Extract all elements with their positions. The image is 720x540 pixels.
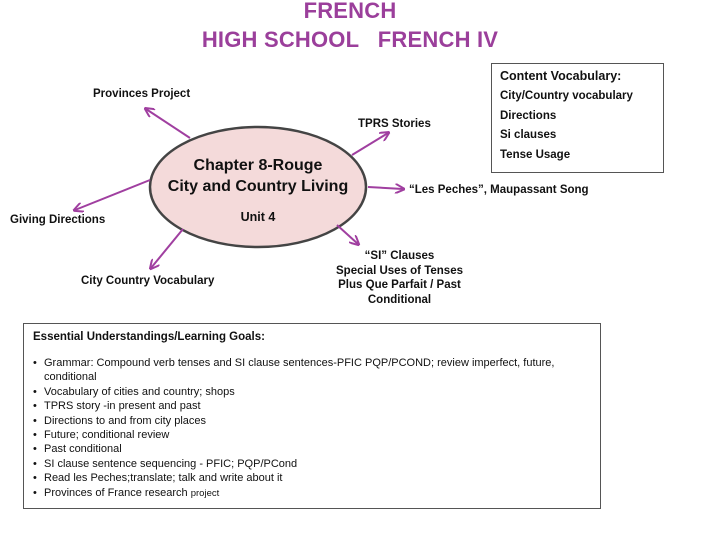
content-vocabulary-box: [491, 63, 664, 173]
learning-goals-heading: Essential Understandings/Learning Goals:: [33, 331, 265, 343]
goal-text: Future; conditional review: [44, 429, 170, 442]
label-les-peches: “Les Peches”, Maupassant Song: [409, 184, 589, 196]
label-city-country-vocabulary: City Country Vocabulary: [81, 275, 215, 287]
label-tprs-stories: TPRS Stories: [358, 118, 431, 130]
arrow-giving-directions: [75, 180, 150, 210]
bullet-glyph: •: [33, 472, 37, 485]
bullet-glyph: •: [33, 443, 37, 456]
learning-goals-box: [23, 323, 601, 509]
goal-item: [33, 356, 591, 385]
hub-unit-label: Unit 4: [240, 210, 276, 224]
vocab-item: City/Country vocabulary: [500, 90, 633, 102]
goal-item: [33, 428, 591, 442]
title-line-2: HIGH SCHOOL FRENCH IV: [201, 27, 499, 52]
hub-chapter-title: Chapter 8-Rouge: [193, 157, 323, 174]
label-si-clauses: [328, 249, 471, 307]
content-vocabulary-heading: Content Vocabulary:: [500, 69, 622, 83]
bullet-glyph: •: [33, 357, 37, 369]
si-clauses-line-4: Conditional: [367, 293, 432, 306]
goal-text: Read les Peches;translate; talk and write about it: [44, 472, 283, 485]
vocab-item: Si clauses: [500, 129, 557, 141]
vocab-item: Tense Usage: [500, 148, 571, 161]
si-clauses-line-2: Special Uses of Tenses: [336, 264, 463, 277]
goal-item: [33, 486, 591, 501]
bullet-glyph: •: [33, 414, 37, 427]
goal-text: Grammar: Compound verb tenses and SI clause sentences-PFIC PQP/PCOND; review imperfect, future, conditional: [44, 357, 555, 384]
goal-text: Directions to and from city places: [44, 414, 207, 427]
hub-subtitle: City and Country Living: [167, 178, 349, 195]
arrow-les-peches: [368, 187, 403, 189]
si-clauses-line-3: Plus Que Parfait / Past: [338, 279, 461, 291]
bullet-glyph: •: [33, 400, 37, 413]
goal-item: [33, 471, 591, 485]
goal-text: TPRS story -in present and past: [44, 400, 201, 413]
goal-item: [33, 442, 591, 456]
title-line-1: FRENCH: [303, 0, 397, 23]
central-topic: [150, 126, 366, 248]
goal-item: [33, 385, 591, 399]
vocab-item: Directions: [500, 109, 557, 122]
goal-item: [33, 457, 591, 471]
bullet-glyph: •: [33, 457, 37, 470]
goal-text: SI clause sentence sequencing - PFIC; PQP/PCond: [44, 457, 298, 470]
label-giving-directions: Giving Directions: [10, 214, 106, 226]
bullet-glyph: •: [33, 486, 37, 499]
si-clauses-line-1: “SI” Clauses: [364, 250, 435, 262]
goal-text: Past conditional: [44, 443, 122, 456]
goal-text: Provinces of France research: [44, 486, 191, 499]
bullet-glyph: •: [33, 385, 37, 398]
goal-text-small: project: [190, 487, 220, 499]
label-provinces-project: Provinces Project: [93, 88, 191, 100]
goal-item: [33, 414, 591, 428]
learning-goals-list: [33, 356, 591, 501]
goal-text: Vocabulary of cities and country; shops: [44, 385, 235, 398]
goal-item: [33, 399, 591, 413]
bullet-glyph: •: [33, 429, 37, 442]
